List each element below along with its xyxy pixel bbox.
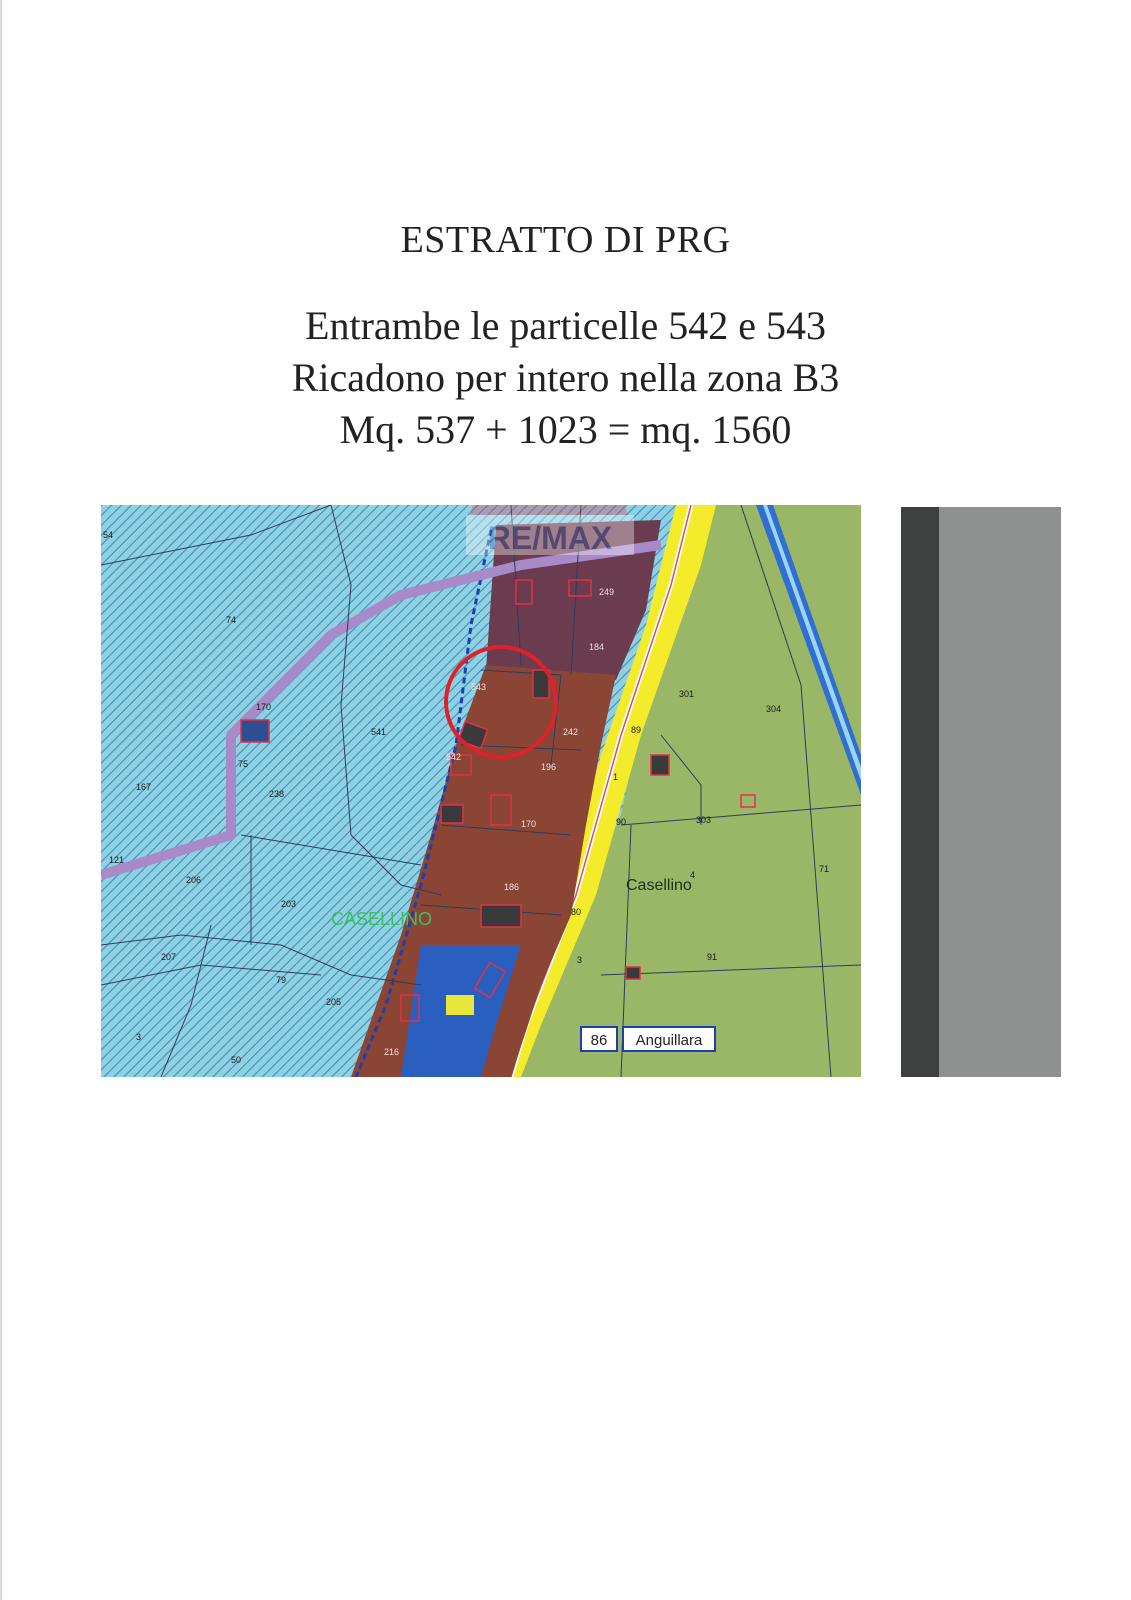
parcel-186: 186 (504, 882, 520, 892)
parcel-74: 74 (226, 615, 237, 625)
parcel-54: 54 (103, 530, 114, 540)
parcel-89: 89 (631, 725, 642, 735)
parcel-167: 167 (136, 782, 152, 792)
scan-strip-light (939, 507, 1061, 1077)
place-label-casellino-zone: CASELLINO (331, 909, 433, 929)
parcel-121: 121 (109, 855, 125, 865)
yellow-plot (446, 995, 474, 1015)
parcel-249: 249 (599, 587, 615, 597)
parcel-238: 238 (269, 789, 285, 799)
place-label-casellino: Casellino (626, 877, 692, 894)
parcel-80: 80 (571, 907, 582, 917)
parcel-207: 207 (161, 952, 177, 962)
parcel-3: 3 (136, 1032, 142, 1042)
heading-block (0, 218, 1131, 456)
parcel-75: 75 (238, 759, 249, 769)
parcel-71: 71 (819, 864, 830, 874)
parcel-170b: 170 (521, 819, 537, 829)
parcel-216: 216 (384, 1047, 400, 1057)
parcel-196: 196 (541, 762, 557, 772)
road-box-number: 86 (590, 1032, 608, 1049)
parcel-79: 79 (276, 975, 287, 985)
document-title: ESTRATTO DI PRG (400, 219, 731, 261)
parcel-3b: 3 (577, 955, 583, 965)
parcel-242: 242 (563, 727, 579, 737)
parcel-90: 90 (616, 817, 627, 827)
parcel-205: 205 (326, 997, 342, 1007)
parcel-203: 203 (281, 899, 297, 909)
parcel-541: 541 (371, 727, 387, 737)
watermark-text: RE/MAX (487, 520, 613, 556)
watermark-logo (466, 505, 634, 556)
document-line-2: Ricadono per intero nella zona B3 (291, 355, 840, 400)
prg-map-extract (101, 505, 861, 1077)
parcel-301: 301 (679, 689, 695, 699)
building-cellar (241, 720, 269, 742)
parcel-50: 50 (231, 1055, 242, 1065)
parcel-4: 4 (690, 870, 696, 880)
parcel-170: 170 (256, 702, 272, 712)
parcel-542: 542 (446, 752, 462, 762)
parcel-1: 1 (613, 772, 619, 782)
parcel-184: 184 (589, 642, 605, 652)
parcel-303: 303 (696, 815, 712, 825)
document-line-3: Mq. 537 + 1023 = mq. 1560 (339, 407, 792, 452)
parcel-543: 543 (471, 682, 487, 692)
scan-strip-dark (901, 507, 939, 1077)
parcel-304: 304 (766, 704, 782, 714)
parcel-206: 206 (186, 875, 202, 885)
scan-edge-strip (901, 507, 1061, 1077)
parcel-91: 91 (707, 952, 718, 962)
road-box-name: Anguillara (635, 1032, 703, 1049)
prg-map-svg (101, 505, 861, 1077)
document-line-1: Entrambe le particelle 542 e 543 (305, 303, 826, 348)
